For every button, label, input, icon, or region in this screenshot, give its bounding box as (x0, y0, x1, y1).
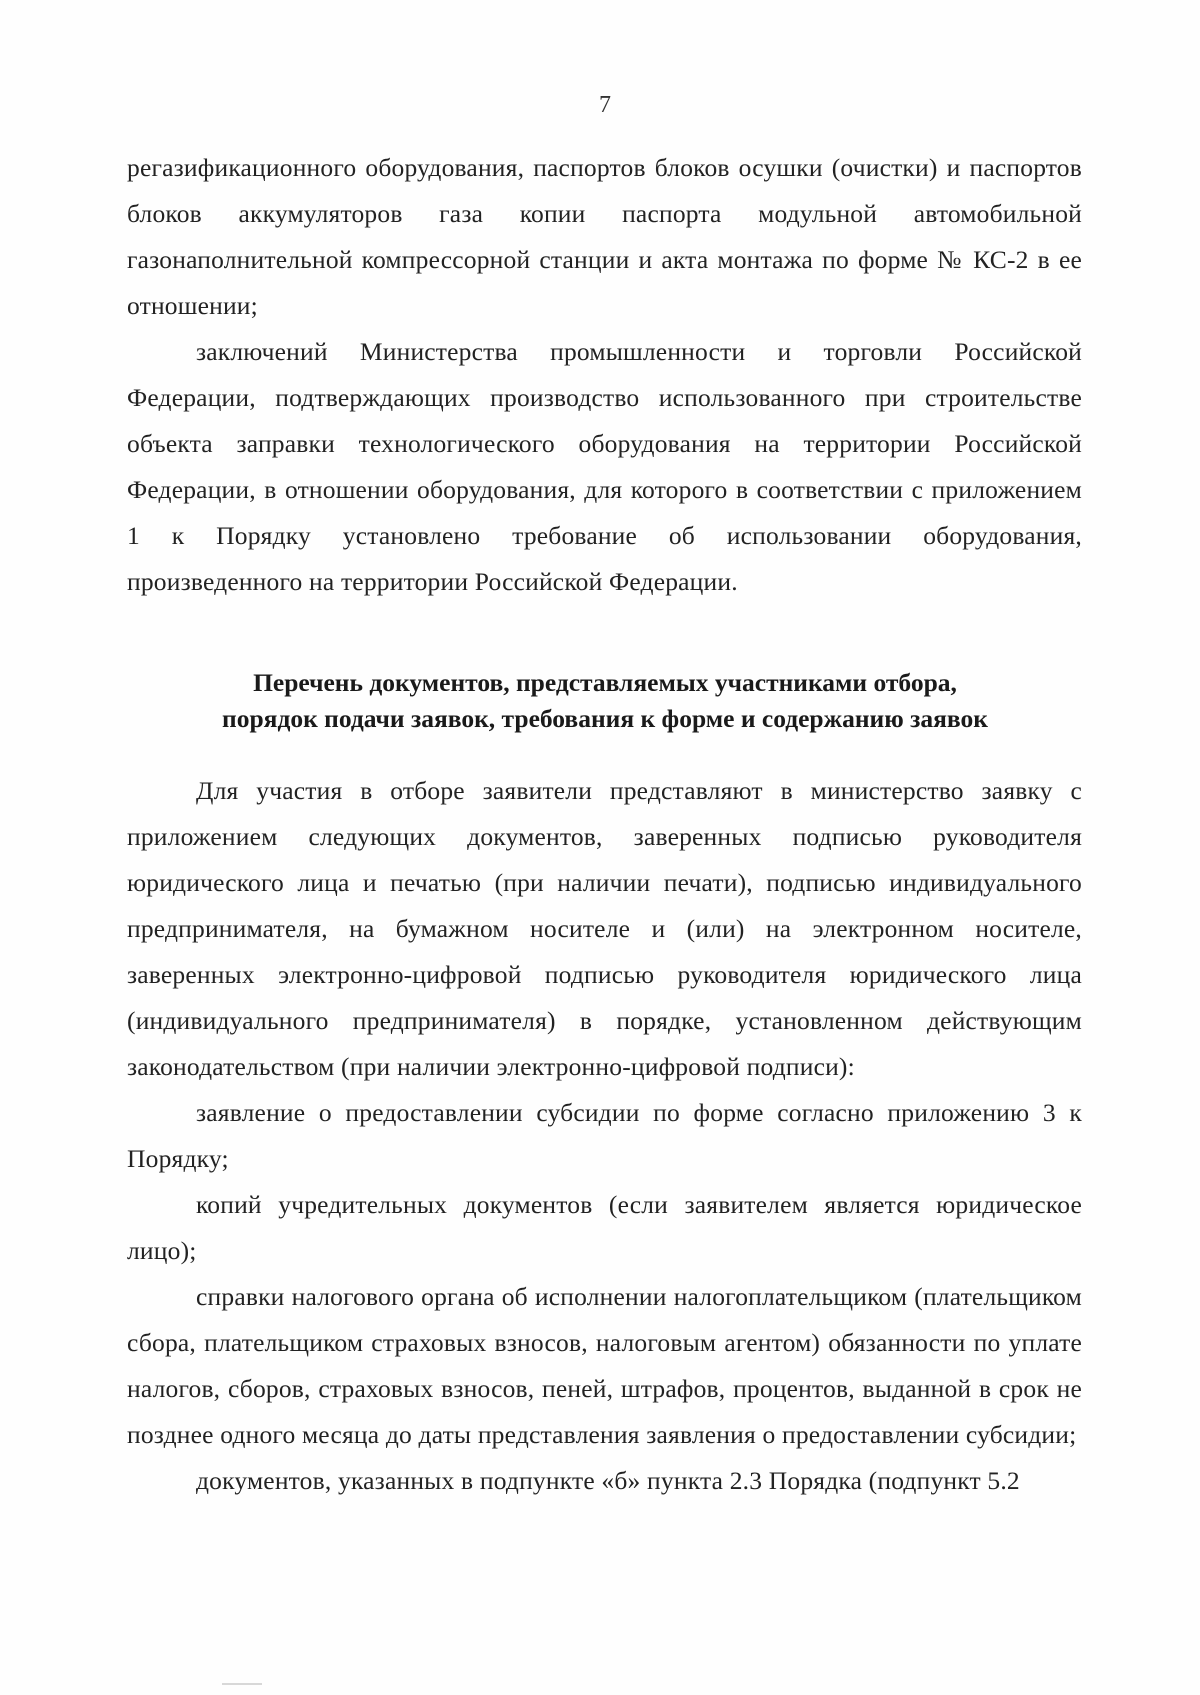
section-heading-line-2: порядок подачи заявок, требования к форме и содержанию заявок (222, 704, 988, 733)
paragraph-founding-documents: копий учредительных документов (если заявителем является юридическое лицо); (127, 1190, 1082, 1265)
paragraph-tax-certificate: справки налогового органа об исполнении налогоплательщиком (плательщиком сбора, плательщиком страховых взносов, налоговым агентом) обязанности по уплате налогов, сборов, страховых взносов, пеней, штрафов, процентов, выданной в срок не позднее одного месяца до даты представления заявления о предоставлении субсидии; (127, 1282, 1082, 1449)
text-block-main (127, 768, 1082, 1504)
section-heading (0, 665, 1200, 737)
paragraph-subpoint-documents: документов, указанных в подпункте «б» пункта 2.3 Порядка (подпункт 5.2 (196, 1466, 1020, 1495)
paragraph-intro: Для участия в отборе заявители представляют в министерство заявку с приложением следующих документов, заверенных подписью руководителя юридического лица и печатью (при наличии печати), подписью индивидуального предпринимателя, на бумажном носителе и (или) на электронном носителе, заверенных электронно-цифровой подписью руководителя юридического лица (индивидуального предпринимателя) в порядке, установленном действующим законодательством (при наличии электронно-цифровой подписи): (127, 776, 1082, 1081)
page-number: 7 (599, 92, 611, 118)
paragraph-continuation: регазификационного оборудования, паспортов блоков осушки (очистки) и паспортов блоков аккумуляторов газа копии паспорта модульной автомобильной газонаполнительной компрессорной станции и акта монтажа по форме № КС-2 в ее отношении; (127, 153, 1082, 320)
section-heading-line-1: Перечень документов, представляемых участниками отбора, (253, 668, 957, 697)
paragraph-application-form: заявление о предоставлении субсидии по форме согласно приложению 3 к Порядку; (127, 1098, 1082, 1173)
text-block-top (127, 145, 1082, 605)
paragraph-ministry-conclusions: заключений Министерства промышленности и торговли Российской Федерации, подтверждающих производство использованного при строительстве объекта заправки технологического оборудования на территории Российской Федерации, в отношении оборудования, для которого в соответствии с приложением 1 к Порядку установлено требование об использовании оборудования, произведенного на территории Российской Федерации. (127, 337, 1082, 596)
scan-artifact (222, 1683, 262, 1685)
